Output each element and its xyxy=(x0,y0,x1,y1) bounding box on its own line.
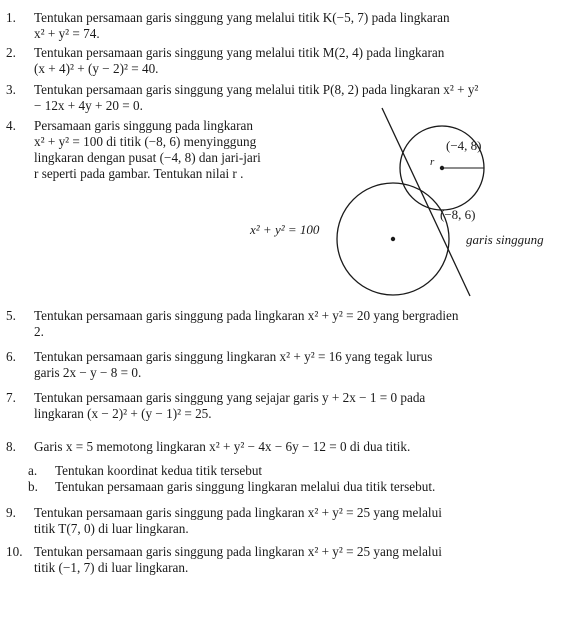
tangent-line xyxy=(382,108,470,296)
question-8 xyxy=(6,439,566,457)
question-text-line: Tentukan persamaan garis singgung lingkaran x² + y² = 16 yang tegak lurus xyxy=(34,349,433,364)
tangent-line-label: garis singgung xyxy=(466,232,544,247)
figure-drawing xyxy=(250,118,570,308)
question-number: 2. xyxy=(6,45,16,60)
question-6 xyxy=(6,349,566,381)
question-text-line: lingkaran (x − 2)² + (y − 1)² = 25. xyxy=(34,406,212,421)
question-text-line: Tentukan persamaan garis singgung yang melalui titik M(2, 4) pada lingkaran xyxy=(34,45,445,60)
question-2 xyxy=(6,45,566,77)
question-10 xyxy=(6,544,566,576)
radius-label: r xyxy=(430,156,435,168)
question-text-line: Tentukan persamaan garis singgung pada lingkaran x² + y² = 25 yang melalui xyxy=(34,544,442,559)
question-text-line: x² + y² = 100 di titik (−8, 6) menyinggung xyxy=(34,134,257,149)
tangent-point-label: (−8, 6) xyxy=(440,207,476,222)
question-text-line: − 12x + 4y + 20 = 0. xyxy=(34,98,143,113)
question-text-line: Persamaan garis singgung pada lingkaran xyxy=(34,118,253,133)
question-text-line: Tentukan persamaan garis singgung yang melalui titik P(8, 2) pada lingkaran x² + y² xyxy=(34,82,479,97)
question-number: 8. xyxy=(6,439,16,454)
question-text-line: garis 2x − y − 8 = 0. xyxy=(34,365,142,380)
big-circle-label: x² + y² = 100 xyxy=(250,222,320,237)
question-number: 5. xyxy=(6,308,16,323)
question-number: 1. xyxy=(6,10,16,25)
sub-question-b xyxy=(28,479,558,497)
question-text-line: x² + y² = 74. xyxy=(34,26,100,41)
question-3 xyxy=(6,82,566,114)
question-9 xyxy=(6,505,566,537)
sub-question-text: Tentukan koordinat kedua titik tersebut xyxy=(55,463,263,478)
question-number: 6. xyxy=(6,349,16,364)
question-5 xyxy=(6,308,566,340)
question-text-line: Tentukan persamaan garis singgung pada lingkaran x² + y² = 25 yang melalui xyxy=(34,505,442,520)
question-7 xyxy=(6,390,566,422)
question-number: 9. xyxy=(6,505,16,520)
small-center-label: (−4, 8) xyxy=(446,138,482,153)
question-text-line: titik T(7, 0) di luar lingkaran. xyxy=(34,521,189,536)
question-text-line: r seperti pada gambar. Tentukan nilai r . xyxy=(34,166,244,181)
small-circle-center xyxy=(440,166,444,170)
question-text-line: Garis x = 5 memotong lingkaran x² + y² − 4x − 6y − 12 = 0 di dua titik. xyxy=(34,439,411,454)
sub-question-label: a. xyxy=(28,463,38,478)
question-number: 4. xyxy=(6,118,16,133)
question-text-line: 2. xyxy=(34,324,44,339)
question-text-line: titik (−1, 7) di luar lingkaran. xyxy=(34,560,189,575)
question-text-line: Tentukan persamaan garis singgung yang melalui titik K(−5, 7) pada lingkaran xyxy=(34,10,450,25)
large-circle-center xyxy=(391,237,395,241)
sub-question-label: b. xyxy=(28,479,38,494)
question-number: 7. xyxy=(6,390,16,405)
sub-question-text: Tentukan persamaan garis singgung lingkaran melalui dua titik tersebut. xyxy=(55,479,436,494)
question-number: 3. xyxy=(6,82,16,97)
question-number: 10. xyxy=(6,544,23,559)
question-text-line: lingkaran dengan pusat (−4, 8) dan jari-jari xyxy=(34,150,261,165)
question-text-line: Tentukan persamaan garis singgung pada lingkaran x² + y² = 20 yang bergradien xyxy=(34,308,459,323)
question-text-line: (x + 4)² + (y − 2)² = 40. xyxy=(34,61,159,76)
question-text-line: Tentukan persamaan garis singgung yang sejajar garis y + 2x − 1 = 0 pada xyxy=(34,390,426,405)
question-1 xyxy=(6,10,566,42)
tangent-circles-figure xyxy=(250,118,570,308)
